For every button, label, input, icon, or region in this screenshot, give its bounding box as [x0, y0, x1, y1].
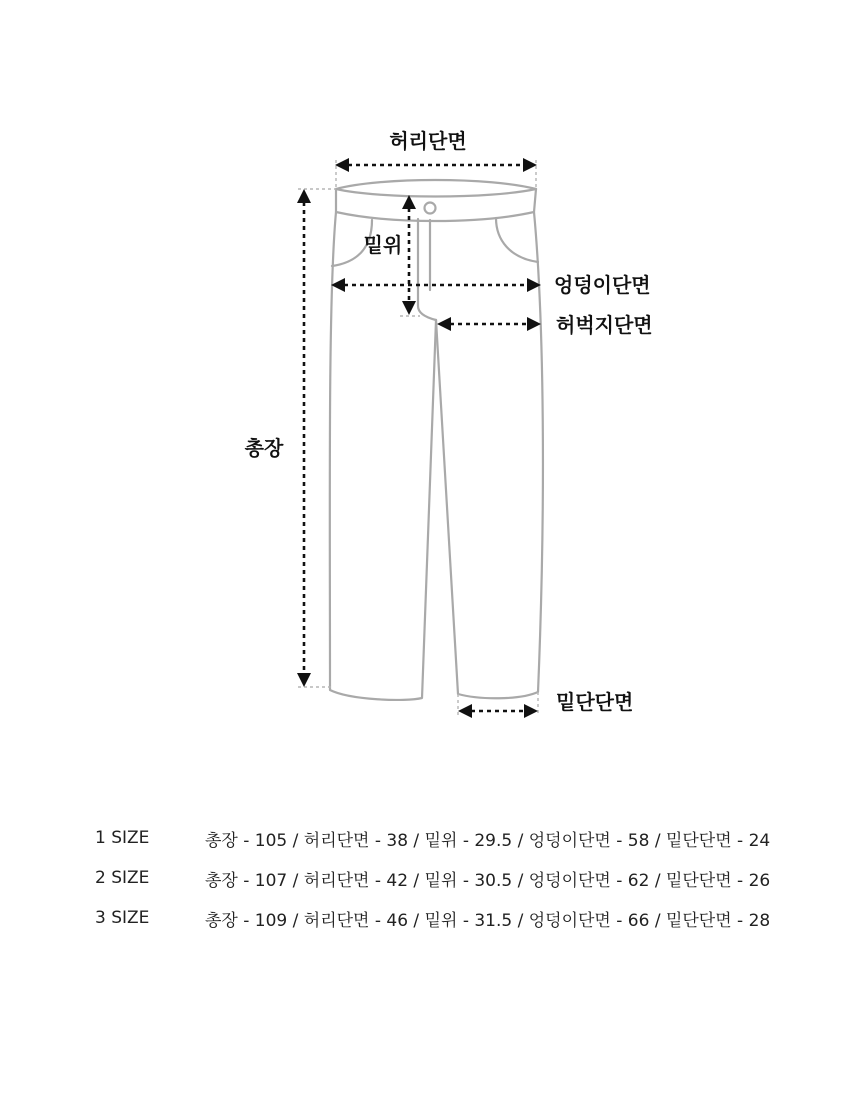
waist-label: 허리단면	[389, 129, 467, 153]
hem-dimension	[458, 690, 633, 718]
size-spec: 총장 - 105 / 허리단면 - 38 / 밑위 - 29.5 / 엉덩이단면 - 58 / 밑단단면 - 24	[205, 830, 771, 851]
size-spec: 총장 - 107 / 허리단면 - 42 / 밑위 - 30.5 / 엉덩이단면 - 62 / 밑단단면 - 26	[205, 870, 771, 891]
length-label: 총장	[244, 436, 284, 460]
rise-dimension	[364, 195, 416, 315]
size-name: 2 SIZE	[95, 868, 150, 888]
size-row-3	[95, 898, 835, 938]
pants-outline	[330, 180, 543, 700]
thigh-label: 허벅지단면	[556, 313, 653, 337]
button-icon	[425, 203, 436, 214]
hip-label: 엉덩이단면	[554, 273, 651, 297]
rise-label: 밑위	[363, 233, 403, 257]
thigh-dimension	[437, 313, 653, 337]
hip-dimension	[331, 273, 651, 297]
hem-label: 밑단단면	[556, 690, 634, 714]
length-dimension	[245, 189, 311, 687]
size-row-1	[95, 818, 835, 858]
size-spec: 총장 - 109 / 허리단면 - 46 / 밑위 - 31.5 / 엉덩이단면 - 66 / 밑단단면 - 28	[205, 910, 771, 931]
size-table	[95, 818, 835, 938]
size-row-2	[95, 858, 835, 898]
size-name: 1 SIZE	[95, 828, 150, 848]
size-name: 3 SIZE	[95, 908, 150, 928]
waist-dimension	[335, 129, 537, 172]
